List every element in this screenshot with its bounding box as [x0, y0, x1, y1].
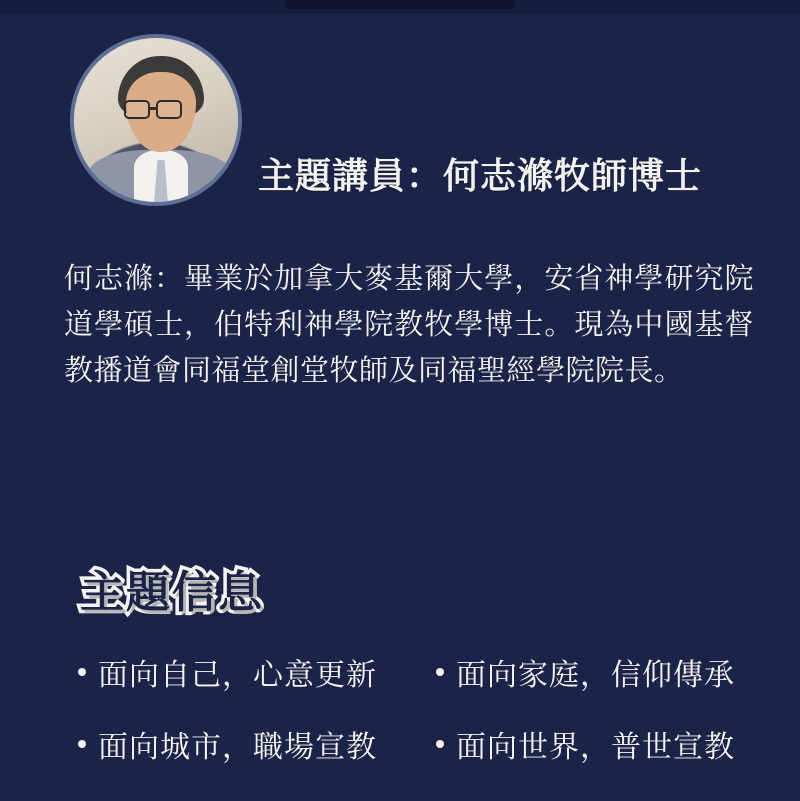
- topic-list: [78, 650, 778, 766]
- list-item: [78, 722, 436, 766]
- bullet-dot-icon: [436, 668, 444, 676]
- list-item: [78, 650, 436, 694]
- topic-label: 面向家庭，信仰傳承: [456, 658, 735, 693]
- speaker-section: [0, 34, 800, 254]
- topic-label: 面向城市，職場宣教: [98, 730, 377, 765]
- topic-label: 面向世界，普世宣教: [456, 730, 735, 765]
- bullet-dot-icon: [78, 740, 86, 748]
- topic-label: 面向自己，心意更新: [98, 658, 377, 693]
- bullet-dot-icon: [78, 668, 86, 676]
- top-notch: [285, 0, 515, 9]
- speaker-bio: 何志滌：畢業於加拿大麥基爾大學，安省神學研究院道學碩士，伯特利神學院教牧學博士。現為中國基督教播道會同福堂創堂牧師及同福聖經學院院長。: [64, 261, 754, 387]
- portrait-image: [74, 38, 238, 202]
- section-heading-topics: 主題信息: [80, 567, 264, 618]
- list-item: [436, 650, 778, 694]
- speaker-title: 主題講員：何志滌牧師博士: [258, 155, 703, 197]
- glasses-icon: [156, 100, 182, 119]
- bullet-dot-icon: [436, 740, 444, 748]
- speaker-portrait: [70, 34, 242, 206]
- glasses-bridge-icon: [150, 107, 158, 110]
- list-item: [436, 722, 778, 766]
- glasses-icon: [124, 100, 150, 119]
